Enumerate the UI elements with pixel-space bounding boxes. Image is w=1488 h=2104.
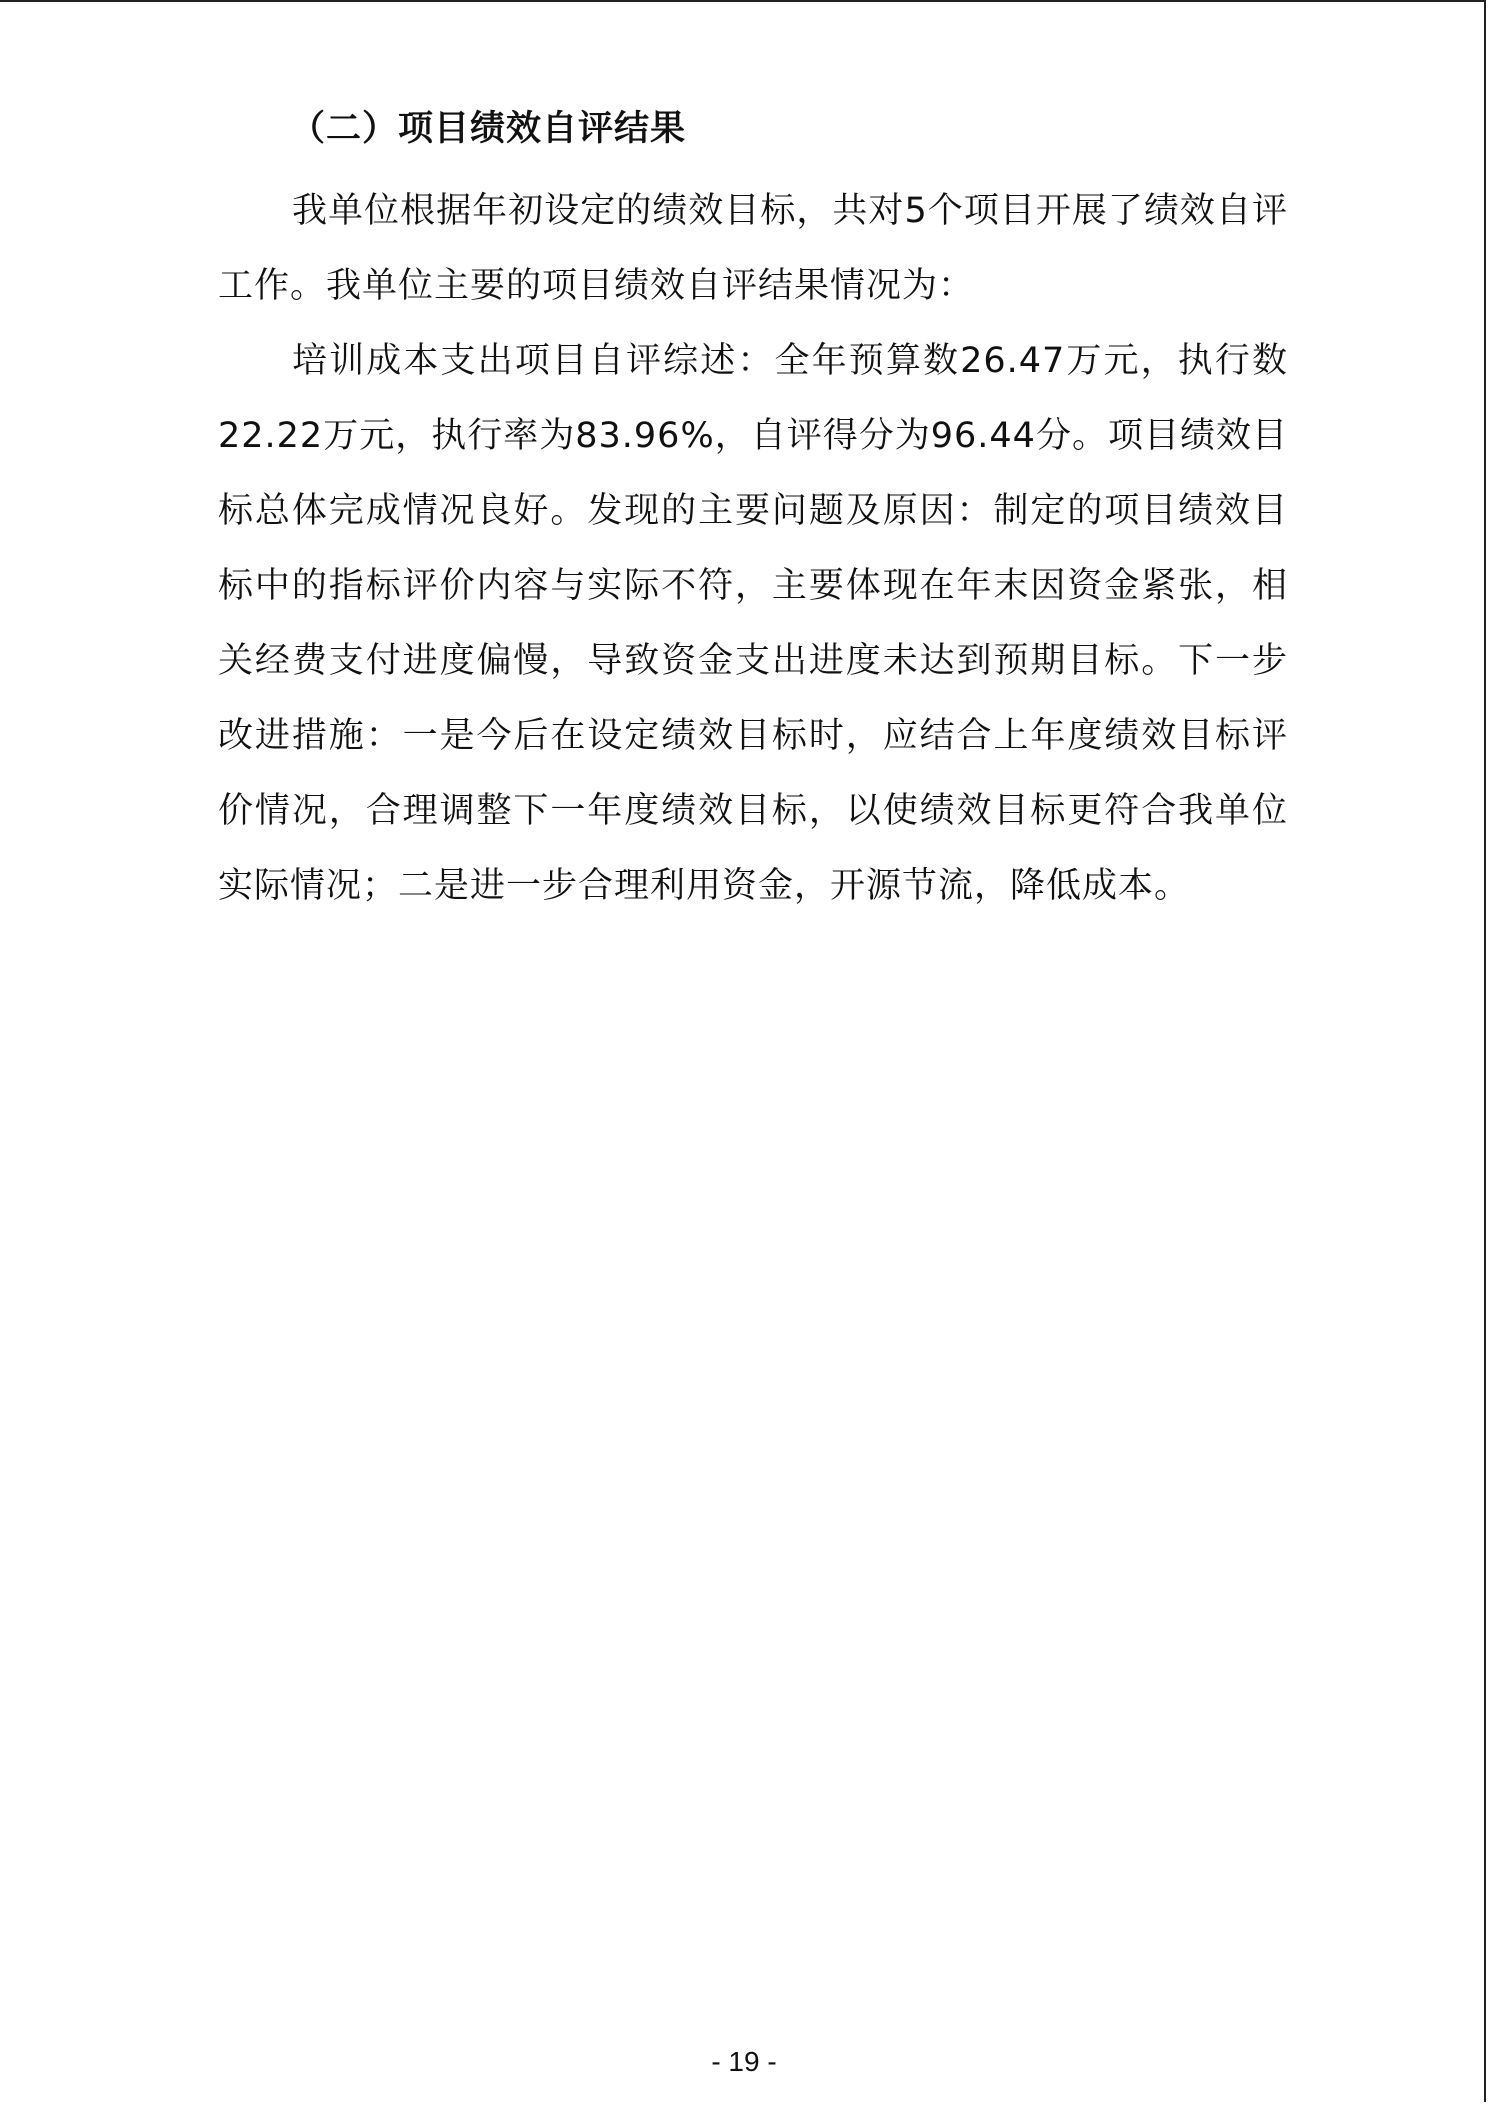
document-body xyxy=(218,100,1288,924)
heading-spacer xyxy=(218,158,1288,174)
paragraph-project-summary: 培训成本支出项目自评综述：全年预算数26.47万元，执行数22.22万元，执行率为83.96%，自评得分为96.44分。项目绩效目标总体完成情况良好。发现的主要问题及原因：制定的项目绩效目标中的指标评价内容与实际不符，主要体现在年末因资金紧张，相关经费支付进度偏慢，导致资金支出进度未达到预期目标。下一步改进措施：一是今后在设定绩效目标时，应结合上年度绩效目标评价情况，合理调整下一年度绩效目标，以使绩效目标更符合我单位实际情况；二是进一步合理利用资金，开源节流，降低成本。 xyxy=(218,341,1288,906)
paragraph-intro: 我单位根据年初设定的绩效目标，共对5个项目开展了绩效自评工作。我单位主要的项目绩效自评结果情况为： xyxy=(218,191,1288,306)
section-heading: （二）项目绩效自评结果 xyxy=(290,109,687,149)
page-number: - 19 - xyxy=(711,2046,777,2077)
